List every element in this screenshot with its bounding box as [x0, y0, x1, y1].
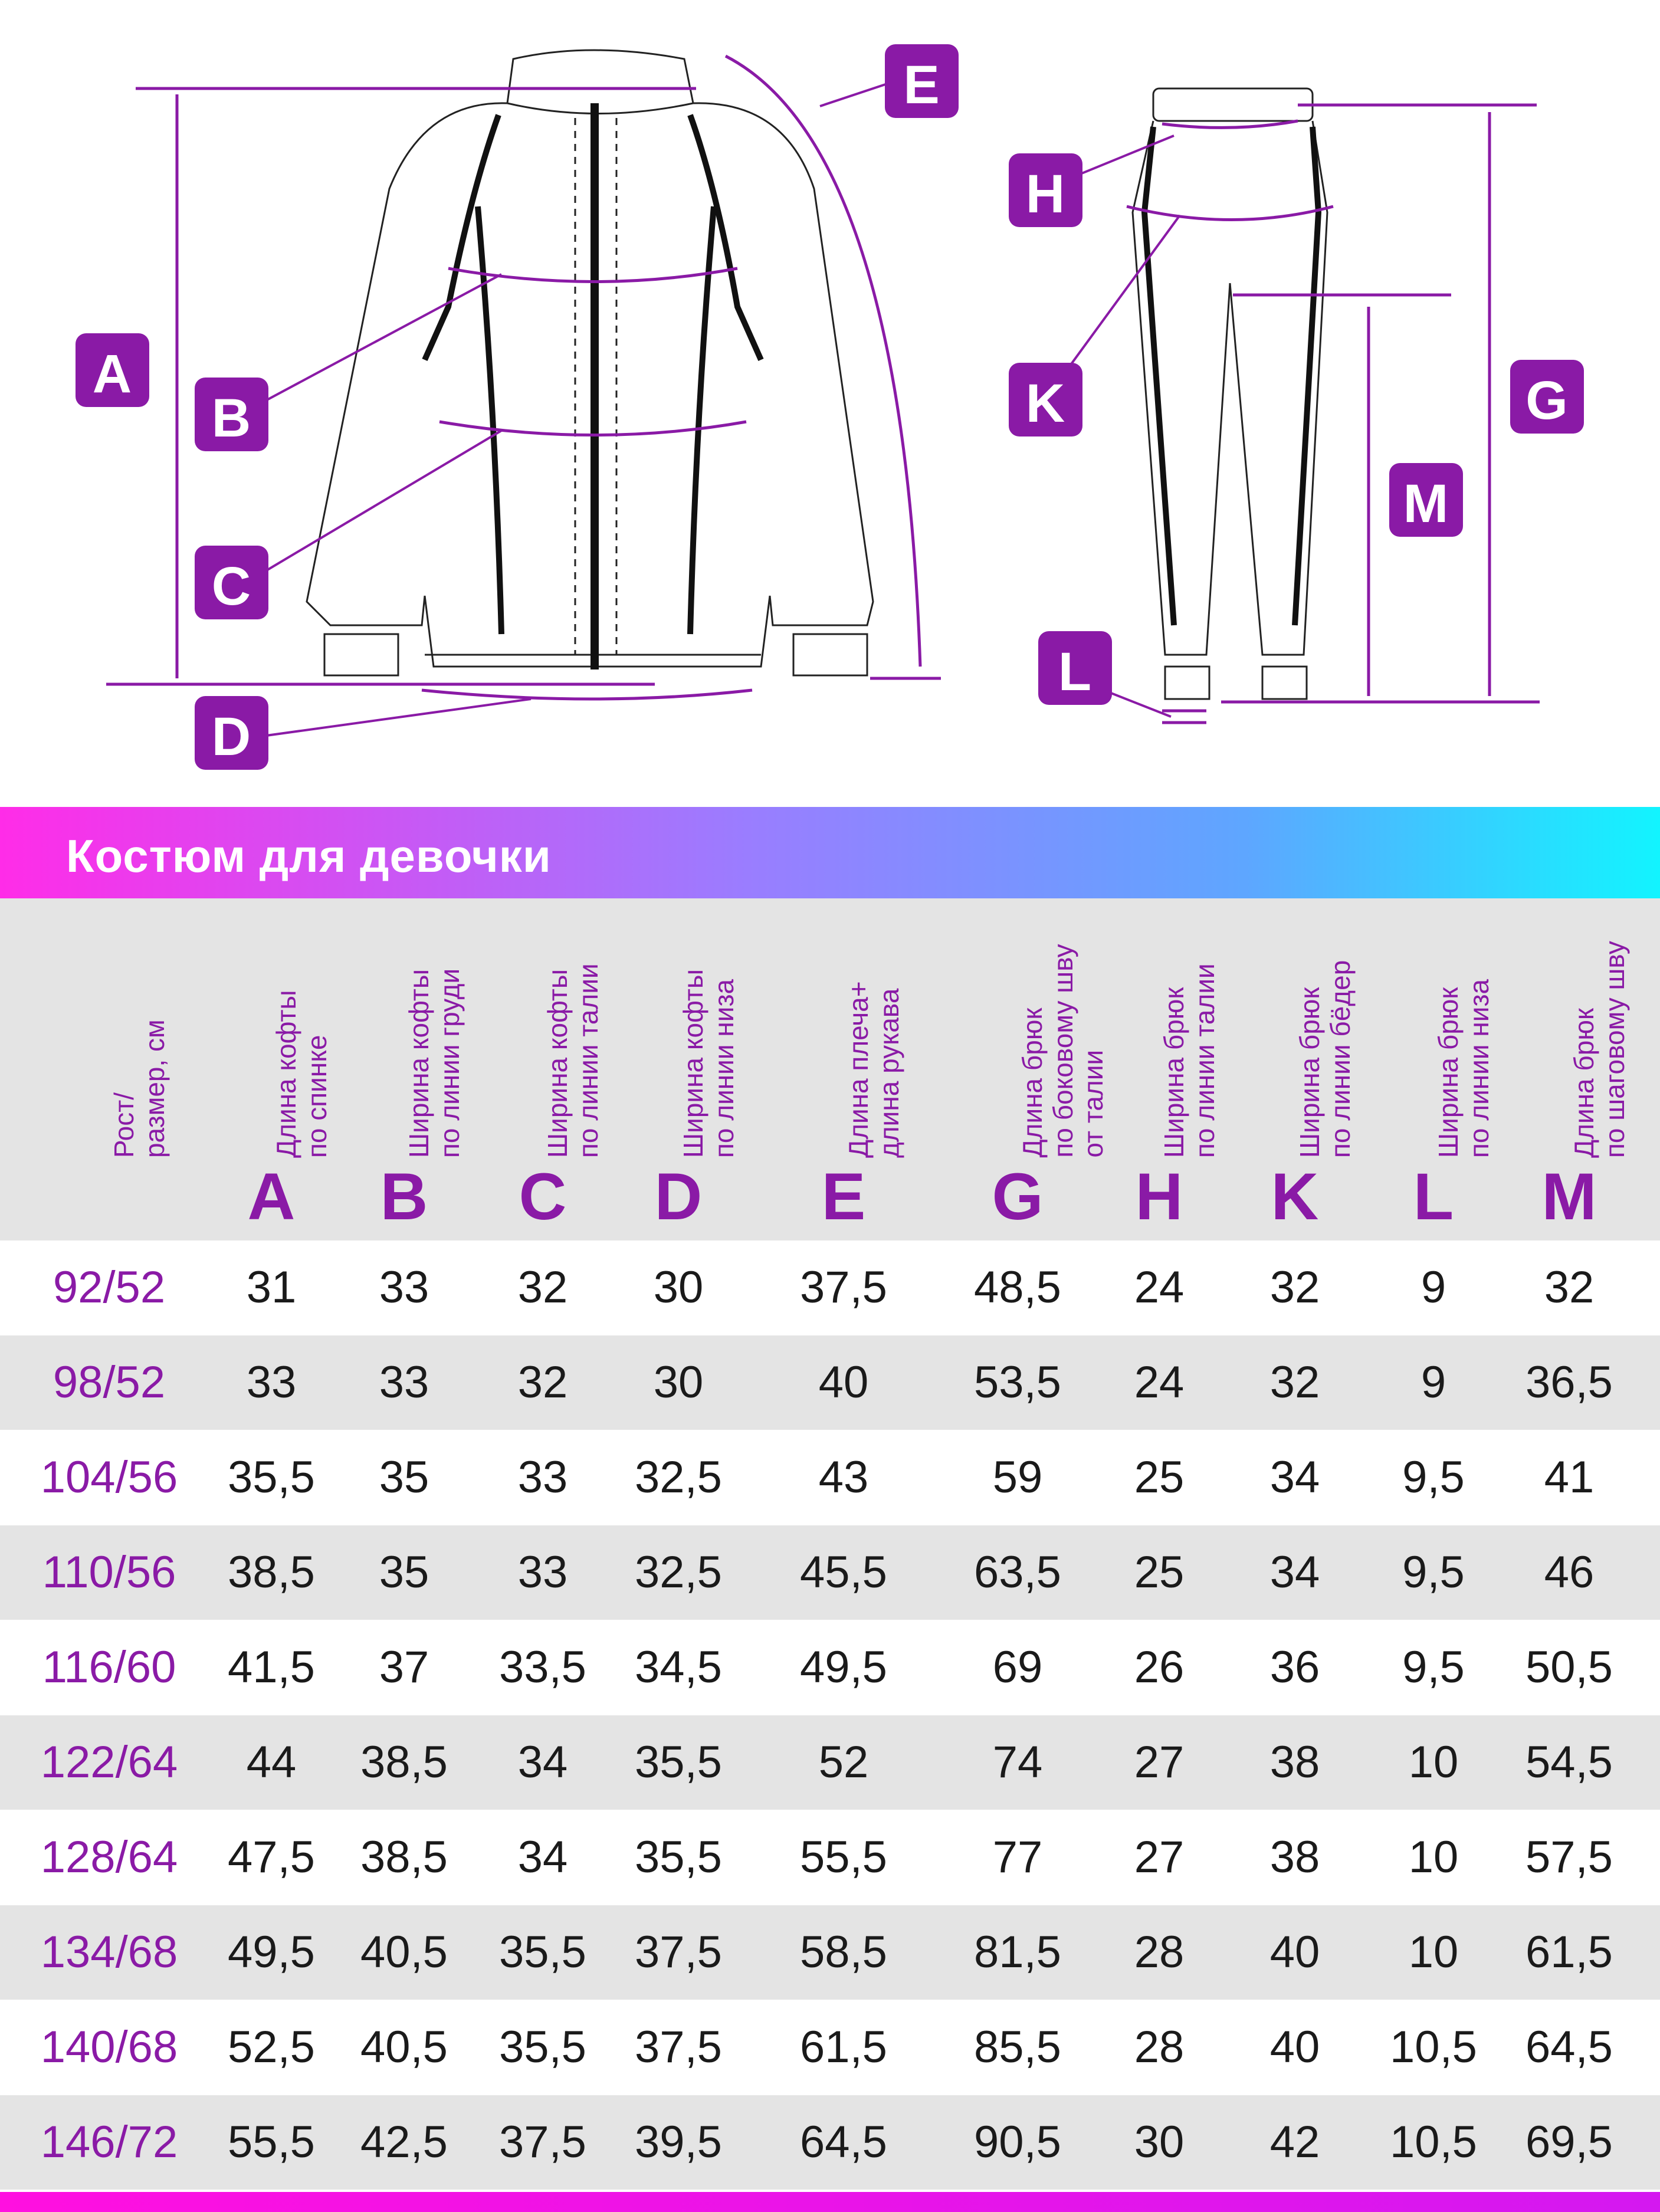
size-cell: 104/56 — [40, 1452, 178, 1502]
column-letter: C — [519, 1160, 567, 1233]
value-cell: 53,5 — [974, 1357, 1061, 1407]
pants-stripes — [1144, 127, 1318, 625]
value-cell: 9,5 — [1402, 1547, 1465, 1597]
badge-B — [195, 378, 268, 451]
value-cell: 36 — [1269, 1642, 1320, 1692]
column-header-label — [950, 910, 1109, 1158]
value-cell: 24 — [1134, 1357, 1185, 1407]
column-header-text: Ширина брюк по линии бёдер — [1294, 960, 1356, 1158]
value-cell: 10,5 — [1390, 2117, 1477, 2167]
column-header-label — [776, 910, 911, 1158]
table-row — [0, 2000, 1660, 2095]
value-cell: 57,5 — [1526, 1832, 1613, 1882]
svg-text:B: B — [211, 388, 251, 448]
value-cell: 38,5 — [360, 1832, 448, 1882]
value-cell: 35,5 — [499, 1927, 586, 1977]
value-cell: 35,5 — [635, 1832, 722, 1882]
value-cell: 54,5 — [1526, 1737, 1613, 1787]
value-cell: 32,5 — [635, 1452, 722, 1502]
value-cell: 40 — [1269, 2022, 1320, 2072]
jacket-drawing — [307, 50, 873, 675]
size-cell: 146/72 — [40, 2117, 178, 2167]
value-cell: 9,5 — [1402, 1452, 1465, 1502]
value-cell: 32 — [1269, 1262, 1320, 1312]
value-cell: 40,5 — [360, 2022, 448, 2072]
column-header-text: Длина кофты по спинке — [271, 990, 332, 1158]
column-letter: H — [1135, 1160, 1183, 1233]
column-header-label — [611, 910, 746, 1158]
value-cell: 49,5 — [800, 1642, 887, 1692]
value-cell: 30 — [1134, 2117, 1185, 2167]
column-letter: A — [247, 1160, 296, 1233]
svg-text:L: L — [1058, 642, 1092, 702]
garment-diagram — [0, 0, 1660, 802]
value-cell: 41,5 — [228, 1642, 315, 1692]
value-cell: 77 — [992, 1832, 1043, 1882]
value-cell: 24 — [1134, 1262, 1185, 1312]
value-cell: 32 — [1544, 1262, 1595, 1312]
size-cell: 134/68 — [40, 1927, 178, 1977]
value-cell: 42,5 — [360, 2117, 448, 2167]
value-cell: 9,5 — [1402, 1642, 1465, 1692]
value-cell: 49,5 — [228, 1927, 315, 1977]
table-row — [0, 1525, 1660, 1620]
value-cell: 45,5 — [800, 1547, 887, 1597]
value-cell: 35,5 — [228, 1452, 315, 1502]
value-cell: 33 — [379, 1262, 429, 1312]
table-header — [0, 898, 1660, 1240]
value-cell: 10 — [1408, 1927, 1459, 1977]
value-cell: 34 — [517, 1832, 568, 1882]
table-row — [0, 1620, 1660, 1715]
badge-A — [76, 333, 149, 407]
value-cell: 28 — [1134, 2022, 1185, 2072]
value-cell: 30 — [653, 1357, 704, 1407]
column-header-text: Ширина кофты по линии талии — [542, 963, 603, 1158]
value-cell: 34 — [1269, 1547, 1320, 1597]
table-row — [0, 1335, 1660, 1430]
value-cell: 33 — [246, 1357, 297, 1407]
value-cell: 38 — [1269, 1737, 1320, 1787]
column-header-label — [1091, 910, 1227, 1158]
value-cell: 32 — [517, 1357, 568, 1407]
size-cell: 122/64 — [40, 1737, 178, 1787]
value-cell: 40,5 — [360, 1927, 448, 1977]
column-header-label — [204, 910, 339, 1158]
value-cell: 37,5 — [635, 2022, 722, 2072]
value-cell: 55,5 — [228, 2117, 315, 2167]
badge-G — [1510, 360, 1584, 434]
size-cell: 98/52 — [53, 1357, 166, 1407]
value-cell: 50,5 — [1526, 1642, 1613, 1692]
page-title: Костюм для девочки — [66, 830, 552, 882]
value-cell: 34 — [1269, 1452, 1320, 1502]
value-cell: 35,5 — [635, 1737, 722, 1787]
value-cell: 61,5 — [800, 2022, 887, 2072]
column-letter: M — [1541, 1160, 1597, 1233]
size-cell: 92/52 — [53, 1262, 166, 1312]
value-cell: 42 — [1269, 2117, 1320, 2167]
column-header-text: Ширина кофты по линии низа — [678, 969, 739, 1158]
table-row — [0, 1430, 1660, 1525]
svg-text:G: G — [1526, 370, 1568, 431]
size-cell: 110/56 — [42, 1547, 176, 1597]
value-cell: 40 — [818, 1357, 869, 1407]
column-header-text: Длина плеча+ длина рукава — [843, 981, 904, 1158]
table-row — [0, 2095, 1660, 2190]
value-cell: 48,5 — [974, 1262, 1061, 1312]
value-cell: 27 — [1134, 1737, 1185, 1787]
title-bar — [0, 807, 1660, 898]
value-cell: 41 — [1544, 1452, 1595, 1502]
badge-E — [885, 44, 959, 118]
value-cell: 28 — [1134, 1927, 1185, 1977]
value-cell: 64,5 — [800, 2117, 887, 2167]
value-cell: 40 — [1269, 1927, 1320, 1977]
column-header-label — [1227, 910, 1363, 1158]
column-header-text: Ширина брюк по линии талии — [1159, 963, 1220, 1158]
value-cell: 37,5 — [635, 1927, 722, 1977]
size-cell: 116/60 — [42, 1642, 176, 1692]
value-cell: 90,5 — [974, 2117, 1061, 2167]
bottom-bar — [0, 2192, 1660, 2212]
column-header-label — [1501, 910, 1637, 1158]
badge-M — [1389, 463, 1463, 537]
measurement-lines — [106, 56, 1540, 723]
value-cell: 38,5 — [228, 1547, 315, 1597]
column-header-label — [475, 910, 611, 1158]
table-row — [0, 1715, 1660, 1810]
diagram-badges — [76, 44, 1584, 770]
value-cell: 26 — [1134, 1642, 1185, 1692]
value-cell: 35 — [379, 1452, 429, 1502]
value-cell: 33 — [379, 1357, 429, 1407]
value-cell: 31 — [246, 1262, 297, 1312]
badge-H — [1009, 153, 1082, 227]
value-cell: 39,5 — [635, 2117, 722, 2167]
table-row — [0, 1240, 1660, 1335]
value-cell: 36,5 — [1526, 1357, 1613, 1407]
value-cell: 37 — [379, 1642, 429, 1692]
value-cell: 69,5 — [1526, 2117, 1613, 2167]
value-cell: 34 — [517, 1737, 568, 1787]
value-cell: 44 — [246, 1737, 297, 1787]
value-cell: 32 — [1269, 1357, 1320, 1407]
svg-text:M: M — [1403, 474, 1449, 534]
svg-text:K: K — [1025, 373, 1065, 434]
svg-text:E: E — [903, 55, 940, 115]
value-cell: 38 — [1269, 1832, 1320, 1882]
jacket-panel-lines — [425, 103, 761, 669]
value-cell: 37,5 — [800, 1262, 887, 1312]
value-cell: 38,5 — [360, 1737, 448, 1787]
badge-D — [195, 696, 268, 770]
value-cell: 33 — [517, 1452, 568, 1502]
value-cell: 33 — [517, 1547, 568, 1597]
column-letter: E — [821, 1160, 866, 1233]
value-cell: 59 — [992, 1452, 1043, 1502]
value-cell: 55,5 — [800, 1832, 887, 1882]
value-cell: 64,5 — [1526, 2022, 1613, 2072]
column-letter: G — [992, 1160, 1044, 1233]
value-cell: 46 — [1544, 1547, 1595, 1597]
column-header-label — [336, 910, 472, 1158]
value-cell: 10,5 — [1390, 2022, 1477, 2072]
value-cell: 58,5 — [800, 1927, 887, 1977]
value-cell: 32,5 — [635, 1547, 722, 1597]
value-cell: 25 — [1134, 1452, 1185, 1502]
table-row — [0, 1810, 1660, 1905]
value-cell: 35,5 — [499, 2022, 586, 2072]
value-cell: 9 — [1420, 1357, 1446, 1407]
value-cell: 25 — [1134, 1547, 1185, 1597]
badge-K — [1009, 363, 1082, 437]
column-letter: K — [1271, 1160, 1319, 1233]
column-header-text: Ширина брюк по линии низа — [1433, 979, 1494, 1158]
value-cell: 47,5 — [228, 1832, 315, 1882]
value-cell: 52,5 — [228, 2022, 315, 2072]
value-cell: 10 — [1408, 1832, 1459, 1882]
column-letter: B — [380, 1160, 428, 1233]
value-cell: 69 — [992, 1642, 1043, 1692]
value-cell: 43 — [818, 1452, 869, 1502]
value-cell: 61,5 — [1526, 1927, 1613, 1977]
column-letter: L — [1413, 1160, 1454, 1233]
column-header-text: Ширина кофты по линии груди — [403, 968, 465, 1158]
value-cell: 30 — [653, 1262, 704, 1312]
column-header-text: Длина брюк по боковому шву от талии — [1017, 944, 1109, 1158]
svg-text:D: D — [211, 707, 251, 767]
value-cell: 10 — [1408, 1737, 1459, 1787]
value-cell: 35 — [379, 1547, 429, 1597]
size-cell: 128/64 — [40, 1832, 178, 1882]
value-cell: 63,5 — [974, 1547, 1061, 1597]
value-cell: 34,5 — [635, 1642, 722, 1692]
value-cell: 32 — [517, 1262, 568, 1312]
column-letter: D — [654, 1160, 703, 1233]
badge-L — [1038, 631, 1112, 705]
column-header-label — [41, 910, 177, 1158]
column-header-label — [1366, 910, 1501, 1158]
value-cell: 27 — [1134, 1832, 1185, 1882]
svg-text:C: C — [211, 556, 251, 616]
value-cell: 74 — [992, 1737, 1043, 1787]
badge-C — [195, 546, 268, 619]
size-cell: 140/68 — [40, 2022, 178, 2072]
table-row — [0, 1905, 1660, 2000]
column-header-text: Длина брюк по шаговому шву — [1569, 941, 1630, 1158]
value-cell: 85,5 — [974, 2022, 1061, 2072]
value-cell: 37,5 — [499, 2117, 586, 2167]
svg-text:A: A — [92, 344, 132, 404]
value-cell: 81,5 — [974, 1927, 1061, 1977]
value-cell: 52 — [818, 1737, 869, 1787]
column-header-text: Рост/ размер, см — [109, 1019, 170, 1158]
svg-text:H: H — [1025, 164, 1065, 224]
value-cell: 9 — [1420, 1262, 1446, 1312]
value-cell: 33,5 — [499, 1642, 586, 1692]
